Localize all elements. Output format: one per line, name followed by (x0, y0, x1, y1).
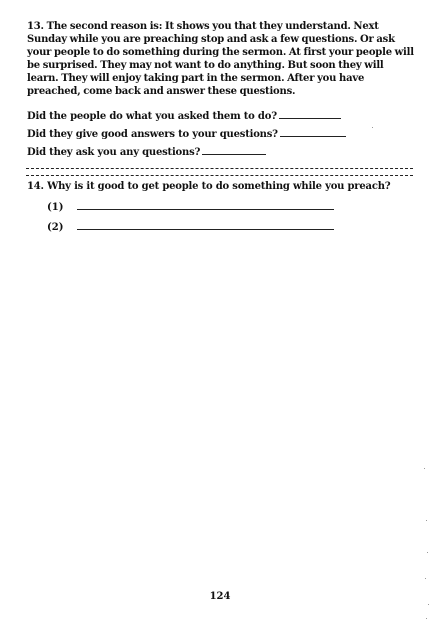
answer-line-2[interactable] (47, 221, 334, 233)
answer-label-2: (2) (47, 222, 64, 233)
section-divider (26, 168, 413, 176)
answer-blank-2[interactable] (280, 128, 346, 137)
check-question-1-text: Did the people do what you asked them to do? (27, 111, 277, 122)
answer-underline-1[interactable] (77, 201, 334, 210)
check-question-3 (27, 146, 266, 158)
check-question-3-text: Did they ask you any questions? (27, 147, 201, 158)
question-13-paragraph: 13. The second reason is: It shows you that they understand. Next Sunday while you are preaching stop and ask a few questions. Or ask your people to do something during the sermon. At first your people will be surprised. They may not want to do anything. But soon they will learn. They will enjoy taking part in the sermon. After you have preached, come back and answer these questions. (27, 21, 414, 97)
check-question-1 (27, 110, 341, 122)
question-14: 14. Why is it good to get people to do something while you preach? (27, 181, 391, 192)
check-question-2 (27, 128, 346, 140)
scan-speck (426, 618, 427, 619)
answer-blank-3[interactable] (202, 146, 266, 155)
scan-speck (425, 578, 426, 579)
answer-label-1: (1) (47, 202, 64, 213)
answer-line-1[interactable] (47, 201, 334, 213)
scan-speck (372, 127, 373, 128)
answer-blank-1[interactable] (279, 110, 341, 119)
answer-underline-2[interactable] (77, 221, 334, 230)
scan-speck (427, 552, 428, 553)
page-number: 124 (209, 591, 231, 602)
scan-speck (424, 468, 425, 469)
scan-speck (428, 604, 429, 605)
scan-speck (426, 520, 427, 521)
check-question-2-text: Did they give good answers to your questions? (27, 129, 278, 140)
